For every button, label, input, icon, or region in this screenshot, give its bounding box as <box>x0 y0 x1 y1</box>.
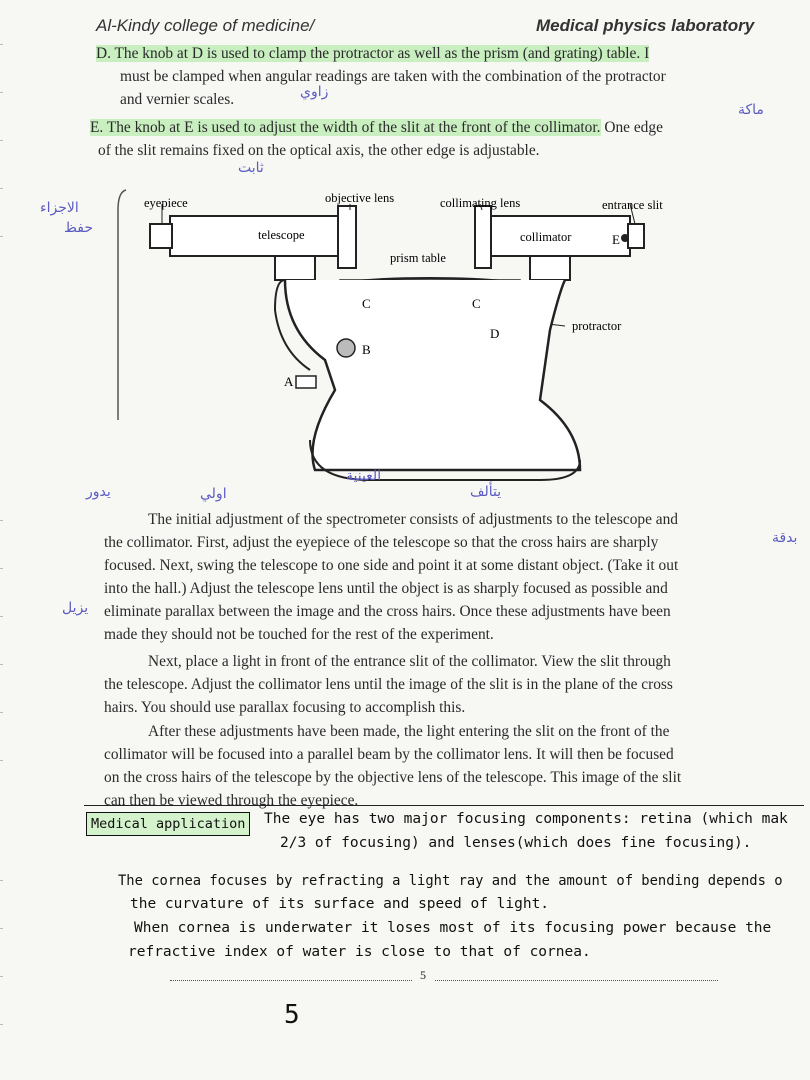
spectrometer-diagram <box>110 180 710 500</box>
arabic-note-initial: اولي <box>200 486 227 502</box>
highlight-e: E. The knob at E is used to adjust the width of the slit at the front of the collimator. <box>90 119 601 136</box>
arabic-note-remove: يزيل <box>62 600 89 616</box>
paragraph-d-line3: and vernier scales. <box>120 91 235 108</box>
handwritten-line: 2/3 of focusing) and lenses(which does fine focusing). <box>280 835 752 851</box>
label-telescope: telescope <box>258 228 305 242</box>
paragraph-light <box>104 650 784 719</box>
left-margin-marks <box>0 0 6 1080</box>
label-d: D <box>490 326 500 341</box>
highlight-d: D. The knob at D is used to clamp the protractor as well as the prism (and grating) table. I <box>96 45 650 62</box>
handwritten-line: the curvature of its surface and speed of light. <box>130 896 550 912</box>
handwritten-line: When cornea is underwater it loses most of its focusing power because the <box>134 920 772 936</box>
paragraph-e-tail: One edge <box>600 119 663 136</box>
after-line: After these adjustments have been made, the light entering the slit on the front of the <box>148 723 670 740</box>
paragraph-d-line1 <box>96 42 649 65</box>
arabic-note-consists: يتألف <box>470 484 502 500</box>
light-line: hairs. You should use parallax focusing to accomplish this. <box>104 699 466 716</box>
label-objective-lens: objective lens <box>325 191 395 205</box>
knob-b <box>337 339 355 357</box>
label-c-left: C <box>362 296 371 311</box>
arabic-note-fixed: ثابت <box>238 160 264 176</box>
adj-line: the collimator. First, adjust the eyepiece of the telescope so that the cross hairs are sharply <box>104 534 659 551</box>
label-entrance-slit: entrance slit <box>602 198 663 212</box>
arabic-note-precisely: بدقة <box>772 530 798 546</box>
label-protractor: protractor <box>572 319 622 333</box>
paragraph-d-line2: must be clamped when angular readings are taken with the combination of the protractor <box>120 68 666 85</box>
label-c-right: C <box>472 296 481 311</box>
adj-line: eliminate parallax between the image and the cross hairs. Once these adjustments have been <box>104 603 671 620</box>
knob-e <box>621 234 629 242</box>
after-line: on the cross hairs of the telescope by the objective lens of the telescope. This image of the slit <box>104 769 682 786</box>
handwritten-page-number: 5 <box>284 1000 300 1030</box>
footer-page-number: 5 <box>412 968 434 983</box>
arabic-note-eyepiece: العينية <box>346 468 382 484</box>
arabic-note-angle: زاوي <box>300 84 329 100</box>
label-a: A <box>284 374 294 389</box>
after-line: can then be viewed through the eyepiece. <box>104 792 359 809</box>
handwritten-line: The cornea focuses by refracting a light ray and the amount of bending depends o <box>118 873 783 889</box>
handwritten-divider <box>84 805 804 806</box>
arabic-note-parts: الاجزاء <box>40 200 79 216</box>
medical-application-box: Medical application <box>86 812 250 836</box>
adj-line: made they should not be touched for the rest of the experiment. <box>104 626 494 643</box>
label-collimator: collimator <box>520 230 572 244</box>
light-line: the telescope. Adjust the collimator lens until the image of the slit is in the plane of the cross <box>104 676 673 693</box>
label-collimating-lens: collimating lens <box>440 196 521 210</box>
eyepiece-body <box>150 224 172 248</box>
adj-line: into the hall.) Adjust the telescope lens until the object is as sharply focused as possible and <box>104 580 668 597</box>
header-right: Medical physics laboratory <box>536 16 755 35</box>
label-prism-table: prism table <box>390 251 446 265</box>
spectrometer-stand <box>285 280 580 470</box>
entrance-slit-body <box>628 224 644 248</box>
knob-a <box>296 376 316 388</box>
adj-line: focused. Next, swing the telescope to one side and point it at some distant object. (Take it out <box>104 557 679 574</box>
diagram-bracket <box>118 190 126 420</box>
collimating-lens-ring <box>475 206 491 268</box>
paragraph-adjustment <box>104 508 784 646</box>
label-b: B <box>362 342 371 357</box>
header-left: Al-Kindy college of medicine/ <box>96 16 315 35</box>
label-eyepiece: eyepiece <box>144 196 188 210</box>
arabic-note-memorize: حفظ <box>64 220 94 236</box>
collimator-support <box>530 256 570 280</box>
paragraph-after <box>104 720 784 812</box>
paragraph-e-line1 <box>90 116 663 139</box>
handwritten-line: The eye has two major focusing components: retina (which mak <box>264 811 788 827</box>
arabic-note-edge: ماكة <box>738 102 764 118</box>
footer-rule <box>170 980 718 981</box>
after-line: collimator will be focused into a parallel beam by the collimator lens. It will then be focused <box>104 746 674 763</box>
light-line: Next, place a light in front of the entrance slit of the collimator. View the slit through <box>148 653 671 670</box>
label-e: E <box>612 232 620 247</box>
handwritten-line: refractive index of water is close to that of cornea. <box>128 944 591 960</box>
paragraph-e-line2: of the slit remains fixed on the optical axis, the other edge is adjustable. <box>98 142 540 159</box>
adj-line: The initial adjustment of the spectrometer consists of adjustments to the telescope and <box>148 511 678 528</box>
telescope-support <box>275 256 315 280</box>
arabic-note-rotate: يدور <box>86 484 111 500</box>
objective-lens-ring <box>338 206 356 268</box>
